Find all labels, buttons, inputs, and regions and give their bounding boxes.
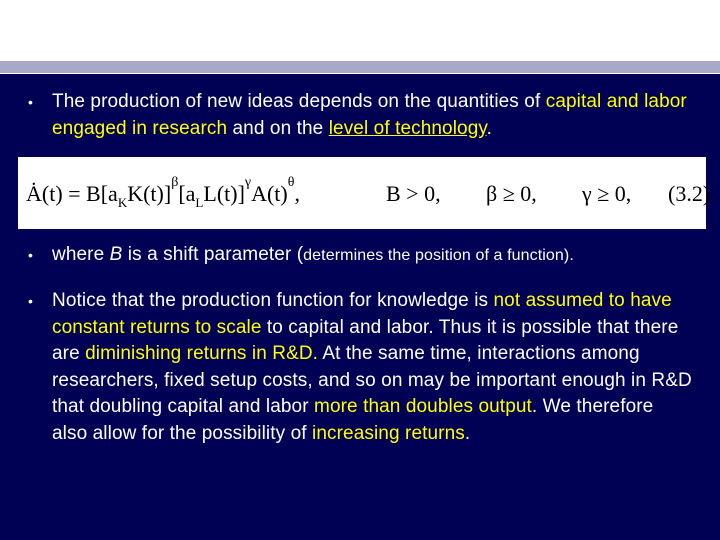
text-run: . We therefore also allow for the possibility of xyxy=(52,396,654,444)
text-run: where xyxy=(52,244,110,265)
bullet-marker: • xyxy=(28,247,33,263)
bullet-marker: • xyxy=(28,293,33,309)
highlight-increasing-returns: increasing returns xyxy=(312,422,465,444)
text-run: . xyxy=(464,422,471,444)
text-run-small: determines the position of a function). xyxy=(303,247,574,264)
slide-body xyxy=(0,74,720,540)
highlight-more-than-doubles: more than doubles output xyxy=(314,396,532,417)
text-run: The production of new ideas depends on the quantities of xyxy=(52,91,546,112)
constraint-b: B > 0, xyxy=(386,181,441,206)
constraint-beta: β ≥ 0, xyxy=(486,181,537,206)
bullet-marker: • xyxy=(28,94,33,110)
constraint-gamma: γ ≥ 0, xyxy=(582,181,632,206)
bullet-text xyxy=(52,89,692,142)
variable-b: B xyxy=(109,244,123,265)
equation-box xyxy=(18,157,711,229)
equation-3-2 xyxy=(26,167,711,221)
equation-number: (3.2) xyxy=(668,181,711,206)
highlight-capital-labor: capital and labor engaged in research xyxy=(52,91,687,139)
title-area xyxy=(0,0,720,60)
highlight-diminishing-returns: diminishing returns in R&D. xyxy=(85,343,319,364)
highlight-level-technology: level of technology xyxy=(328,117,487,139)
bullet-text xyxy=(52,288,692,447)
text-run: . xyxy=(486,117,492,139)
text-run: is a shift parameter ( xyxy=(122,244,304,265)
text-run: Notice that the production function for knowledge is xyxy=(52,290,494,311)
text-run: At the same time, interactions among researchers, fixed setup costs, and so on may be important enough in R&D that doubling capital and labor xyxy=(52,343,692,417)
header-rule xyxy=(0,61,720,73)
text-run: and on the xyxy=(227,117,329,139)
text-run: to capital and labor. Thus it is possible that there are xyxy=(52,316,679,364)
highlight-not-constant-returns: not assumed to have constant returns to scale xyxy=(52,290,672,338)
equation-main: Ȧ(t) = $B[a_KK(t)]^\beta[a_LL(t)]^\gamma A(t)^\theta$, xyxy=(26,175,300,210)
bullet-text xyxy=(52,242,712,270)
